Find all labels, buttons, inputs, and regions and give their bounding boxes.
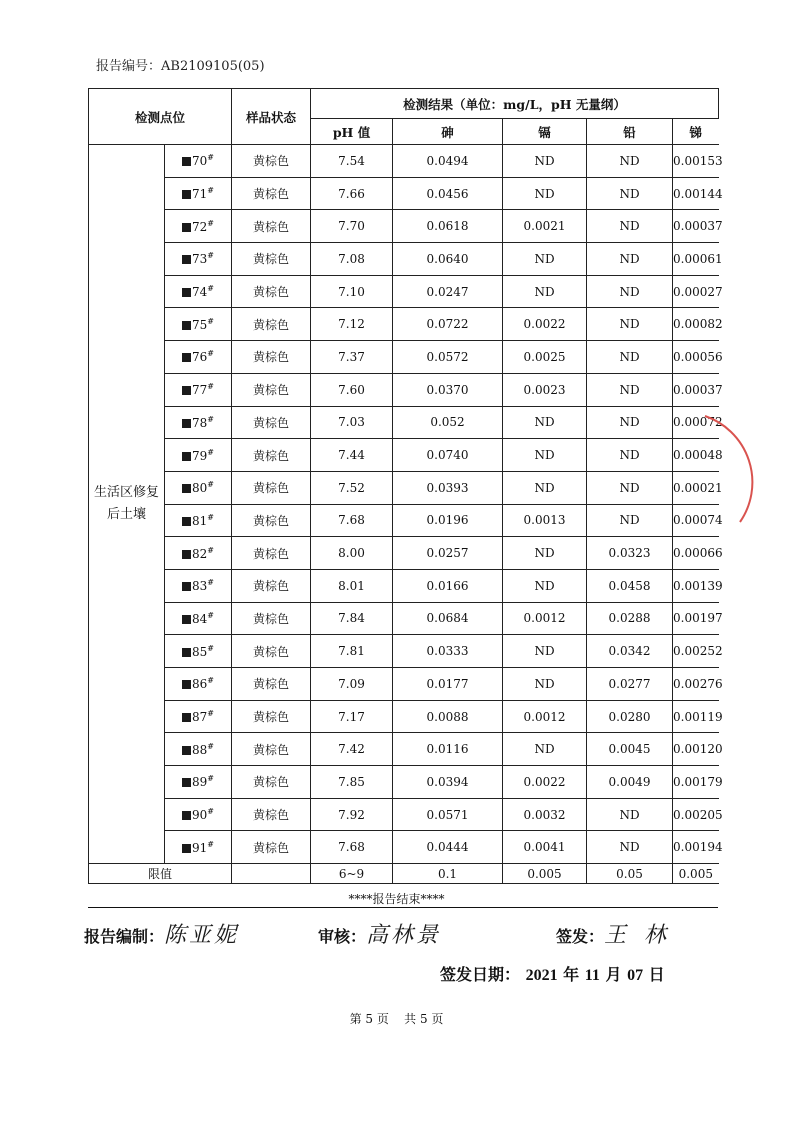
location-number: 83 [192, 579, 208, 594]
location-number: 70 [192, 154, 208, 169]
reviewer-label: 审核： [318, 927, 367, 946]
table-row [89, 308, 719, 341]
square-icon [182, 190, 191, 199]
arsenic-cell: 0.0684 [393, 602, 503, 635]
ph-cell: 7.08 [311, 243, 393, 276]
antimony-cell: 0.00037 [673, 373, 719, 406]
hash-mark: # [207, 382, 214, 392]
square-icon [182, 288, 191, 297]
ph-cell: 7.37 [311, 341, 393, 374]
antimony-cell: 0.00037 [673, 210, 719, 243]
table-row [89, 439, 719, 472]
page-total: 共 5 页 [404, 1012, 444, 1026]
state-cell: 黄棕色 [232, 308, 311, 341]
location-cell [165, 243, 232, 276]
lead-cell: 0.0045 [587, 733, 673, 766]
location-number: 80 [192, 481, 208, 496]
table-row [89, 210, 719, 243]
square-icon [182, 713, 191, 722]
lead-cell: ND [587, 798, 673, 831]
arsenic-cell: 0.0166 [393, 569, 503, 602]
state-cell: 黄棕色 [232, 210, 311, 243]
limit-ph: 6~9 [311, 864, 393, 884]
compiler-block [84, 918, 239, 949]
hash-mark: # [207, 447, 214, 457]
antimony-cell: 0.00276 [673, 668, 719, 701]
limit-label: 限值 [89, 864, 232, 884]
square-icon [182, 321, 191, 330]
antimony-cell: 0.00153 [673, 145, 719, 178]
state-cell: 黄棕色 [232, 439, 311, 472]
location-cell [165, 700, 232, 733]
cadmium-cell: ND [503, 406, 587, 439]
location-cell [165, 308, 232, 341]
lead-cell: 0.0323 [587, 537, 673, 570]
arsenic-cell: 0.0393 [393, 471, 503, 504]
square-icon [182, 778, 191, 787]
arsenic-cell: 0.0088 [393, 700, 503, 733]
location-number: 77 [192, 383, 208, 398]
location-number: 86 [192, 677, 208, 692]
location-cell [165, 406, 232, 439]
location-number: 88 [192, 742, 208, 757]
reviewer-signature: 高林景 [366, 923, 442, 948]
table-row [89, 373, 719, 406]
issue-date-label: 签发日期： [440, 965, 521, 984]
location-number: 87 [192, 710, 208, 725]
square-icon [182, 419, 191, 428]
state-cell: 黄棕色 [232, 766, 311, 799]
hash-mark: # [207, 545, 214, 555]
location-cell [165, 798, 232, 831]
lead-cell: ND [587, 145, 673, 178]
cadmium-cell: ND [503, 145, 587, 178]
location-number: 76 [192, 350, 208, 365]
hash-mark: # [207, 643, 214, 653]
arsenic-cell: 0.0456 [393, 177, 503, 210]
state-cell: 黄棕色 [232, 177, 311, 210]
square-icon [182, 844, 191, 853]
arsenic-cell: 0.0618 [393, 210, 503, 243]
hash-mark: # [207, 512, 214, 522]
lead-cell: ND [587, 341, 673, 374]
results-table [88, 88, 723, 884]
cadmium-cell: 0.0022 [503, 766, 587, 799]
antimony-cell: 0.00120 [673, 733, 719, 766]
square-icon [182, 452, 191, 461]
location-cell [165, 668, 232, 701]
ph-cell: 7.17 [311, 700, 393, 733]
cadmium-cell: ND [503, 275, 587, 308]
lead-cell: ND [587, 210, 673, 243]
issuer-label: 签发： [556, 927, 605, 946]
state-cell: 黄棕色 [232, 341, 311, 374]
hash-mark: # [207, 414, 214, 424]
state-cell: 黄棕色 [232, 504, 311, 537]
lead-cell: 0.0277 [587, 668, 673, 701]
location-number: 73 [192, 252, 208, 267]
location-number: 72 [192, 219, 208, 234]
square-icon [182, 255, 191, 264]
issue-year-unit: 年 [563, 965, 580, 984]
ph-cell: 7.66 [311, 177, 393, 210]
antimony-cell: 0.00194 [673, 831, 719, 864]
limit-antimony: 0.005 [673, 864, 719, 884]
table-row [89, 145, 719, 178]
state-cell: 黄棕色 [232, 831, 311, 864]
table-row [89, 798, 719, 831]
report-end-marker: ****报告结束**** [348, 892, 445, 906]
antimony-cell: 0.00066 [673, 537, 719, 570]
hash-mark: # [207, 251, 214, 261]
footer-divider [88, 907, 718, 908]
lead-cell: ND [587, 831, 673, 864]
limit-lead: 0.05 [587, 864, 673, 884]
hash-mark: # [207, 480, 214, 490]
hash-mark: # [207, 218, 214, 228]
hash-mark: # [207, 186, 214, 196]
hash-mark: # [207, 153, 214, 163]
location-cell [165, 569, 232, 602]
ph-cell: 7.68 [311, 831, 393, 864]
arsenic-cell: 0.0572 [393, 341, 503, 374]
location-number: 82 [192, 546, 208, 561]
location-cell [165, 537, 232, 570]
col-header-cadmium: 镉 [503, 119, 587, 145]
page-current: 第 5 页 [349, 1012, 389, 1026]
ph-cell: 7.68 [311, 504, 393, 537]
arsenic-cell: 0.0177 [393, 668, 503, 701]
cadmium-cell: 0.0023 [503, 373, 587, 406]
cadmium-cell: ND [503, 439, 587, 472]
hash-mark: # [207, 807, 214, 817]
square-icon [182, 386, 191, 395]
ph-cell: 7.03 [311, 406, 393, 439]
table-row [89, 243, 719, 276]
company-seal [700, 412, 760, 532]
ph-cell: 7.84 [311, 602, 393, 635]
table-row [89, 275, 719, 308]
issue-year: 2021 [525, 967, 558, 984]
location-number: 78 [192, 415, 208, 430]
col-header-results: 检测结果（单位：mg/L，pH 无量纲） [311, 89, 719, 119]
lead-cell: ND [587, 373, 673, 406]
table-row [89, 766, 719, 799]
location-cell [165, 145, 232, 178]
table-row [89, 177, 719, 210]
ph-cell: 7.12 [311, 308, 393, 341]
table-row [89, 569, 719, 602]
antimony-cell: 0.00056 [673, 341, 719, 374]
cadmium-cell: 0.0041 [503, 831, 587, 864]
antimony-cell: 0.00205 [673, 798, 719, 831]
antimony-cell: 0.00144 [673, 177, 719, 210]
state-cell: 黄棕色 [232, 471, 311, 504]
square-icon [182, 157, 191, 166]
lead-cell: 0.0280 [587, 700, 673, 733]
table-row [89, 341, 719, 374]
hash-mark: # [207, 316, 214, 326]
col-header-state: 样品状态 [232, 89, 311, 145]
antimony-cell: 0.00074 [673, 504, 719, 537]
reviewer-block [318, 918, 441, 949]
lead-cell: ND [587, 275, 673, 308]
col-header-arsenic: 砷 [393, 119, 503, 145]
arsenic-cell: 0.0394 [393, 766, 503, 799]
location-number: 74 [192, 285, 208, 300]
square-icon [182, 811, 191, 820]
location-cell [165, 471, 232, 504]
lead-cell: ND [587, 243, 673, 276]
location-number: 75 [192, 317, 208, 332]
ph-cell: 7.44 [311, 439, 393, 472]
location-cell [165, 373, 232, 406]
seal-arc-icon [700, 412, 760, 532]
hash-mark: # [207, 578, 214, 588]
square-icon [182, 517, 191, 526]
hash-mark: # [207, 676, 214, 686]
state-cell: 黄棕色 [232, 569, 311, 602]
lead-cell: ND [587, 177, 673, 210]
arsenic-cell: 0.0247 [393, 275, 503, 308]
arsenic-cell: 0.0740 [393, 439, 503, 472]
ph-cell: 7.92 [311, 798, 393, 831]
hash-mark: # [207, 839, 214, 849]
lead-cell: ND [587, 308, 673, 341]
table-body [89, 145, 723, 864]
cadmium-cell: 0.0021 [503, 210, 587, 243]
lead-cell: ND [587, 471, 673, 504]
arsenic-cell: 0.0444 [393, 831, 503, 864]
lead-cell: 0.0458 [587, 569, 673, 602]
square-icon [182, 223, 191, 232]
state-cell: 黄棕色 [232, 537, 311, 570]
arsenic-cell: 0.0370 [393, 373, 503, 406]
cadmium-cell: ND [503, 177, 587, 210]
hash-mark: # [207, 284, 214, 294]
arsenic-cell: 0.052 [393, 406, 503, 439]
location-cell [165, 341, 232, 374]
arsenic-cell: 0.0722 [393, 308, 503, 341]
issuer-block [556, 918, 684, 949]
issue-month-unit: 月 [605, 965, 622, 984]
cadmium-cell: ND [503, 243, 587, 276]
location-cell [165, 439, 232, 472]
antimony-cell: 0.00061 [673, 243, 719, 276]
table-row [89, 668, 719, 701]
table-row [89, 733, 719, 766]
ph-cell: 8.00 [311, 537, 393, 570]
cadmium-cell: ND [503, 569, 587, 602]
location-cell [165, 177, 232, 210]
location-cell [165, 733, 232, 766]
antimony-cell: 0.00179 [673, 766, 719, 799]
antimony-cell: 0.00252 [673, 635, 719, 668]
compiler-label: 报告编制： [84, 927, 165, 946]
lead-cell: 0.0288 [587, 602, 673, 635]
state-cell: 黄棕色 [232, 798, 311, 831]
state-cell: 黄棕色 [232, 373, 311, 406]
state-cell: 黄棕色 [232, 635, 311, 668]
col-header-lead: 铅 [587, 119, 673, 145]
square-icon [182, 550, 191, 559]
antimony-cell: 0.00027 [673, 275, 719, 308]
table-row [89, 537, 719, 570]
location-cell [165, 504, 232, 537]
state-cell: 黄棕色 [232, 700, 311, 733]
location-number: 85 [192, 644, 208, 659]
ph-cell: 7.60 [311, 373, 393, 406]
square-icon [182, 648, 191, 657]
table-row [89, 700, 719, 733]
antimony-cell: 0.00197 [673, 602, 719, 635]
arsenic-cell: 0.0196 [393, 504, 503, 537]
hash-mark: # [207, 349, 214, 359]
ph-cell: 7.52 [311, 471, 393, 504]
cadmium-cell: 0.0012 [503, 602, 587, 635]
location-number: 90 [192, 808, 208, 823]
square-icon [182, 746, 191, 755]
location-cell [165, 766, 232, 799]
ph-cell: 7.70 [311, 210, 393, 243]
compiler-signature: 陈亚妮 [164, 923, 240, 948]
limit-arsenic: 0.1 [393, 864, 503, 884]
ph-cell: 7.42 [311, 733, 393, 766]
cadmium-cell: ND [503, 668, 587, 701]
hash-mark: # [207, 709, 214, 719]
state-cell: 黄棕色 [232, 145, 311, 178]
location-cell [165, 831, 232, 864]
arsenic-cell: 0.0333 [393, 635, 503, 668]
location-number: 84 [192, 611, 208, 626]
ph-cell: 7.09 [311, 668, 393, 701]
ph-cell: 8.01 [311, 569, 393, 602]
col-header-antimony: 锑 [673, 119, 719, 145]
area-label-text: 生活区修复后土壤 [93, 485, 159, 523]
limit-cadmium: 0.005 [503, 864, 587, 884]
state-cell: 黄棕色 [232, 243, 311, 276]
square-icon [182, 615, 191, 624]
location-number: 79 [192, 448, 208, 463]
cadmium-cell: 0.0022 [503, 308, 587, 341]
hash-mark: # [207, 774, 214, 784]
location-number: 71 [192, 187, 208, 202]
cadmium-cell: ND [503, 733, 587, 766]
issue-day: 07 [627, 967, 644, 984]
arsenic-cell: 0.0494 [393, 145, 503, 178]
antimony-cell: 0.00072 [673, 406, 719, 439]
col-header-location: 检测点位 [89, 89, 232, 145]
ph-cell: 7.81 [311, 635, 393, 668]
antimony-cell: 0.00119 [673, 700, 719, 733]
col-header-ph: pH 值 [311, 119, 393, 145]
cadmium-cell: ND [503, 471, 587, 504]
limit-state-cell [232, 864, 311, 884]
cadmium-cell: 0.0025 [503, 341, 587, 374]
cadmium-cell: ND [503, 537, 587, 570]
ph-cell: 7.10 [311, 275, 393, 308]
area-label [89, 145, 165, 864]
arsenic-cell: 0.0257 [393, 537, 503, 570]
page-number [0, 1010, 793, 1027]
report-number: 报告编号：AB2109105(05) [96, 59, 265, 74]
table-row [89, 635, 719, 668]
ph-cell: 7.54 [311, 145, 393, 178]
seal-ring [705, 416, 752, 522]
location-cell [165, 635, 232, 668]
cadmium-cell: 0.0032 [503, 798, 587, 831]
cadmium-cell: 0.0013 [503, 504, 587, 537]
hash-mark: # [207, 610, 214, 620]
square-icon [182, 484, 191, 493]
state-cell: 黄棕色 [232, 733, 311, 766]
location-number: 81 [192, 513, 208, 528]
arsenic-cell: 0.0571 [393, 798, 503, 831]
issue-month: 11 [584, 967, 600, 984]
location-cell [165, 602, 232, 635]
lead-cell: ND [587, 504, 673, 537]
location-number: 89 [192, 775, 208, 790]
location-number: 91 [192, 840, 208, 855]
table-row [89, 471, 719, 504]
lead-cell: 0.0049 [587, 766, 673, 799]
arsenic-cell: 0.0640 [393, 243, 503, 276]
location-cell [165, 210, 232, 243]
issue-day-unit: 日 [648, 965, 665, 984]
antimony-cell: 0.00021 [673, 471, 719, 504]
table-row [89, 602, 719, 635]
square-icon [182, 353, 191, 362]
location-cell [165, 275, 232, 308]
limit-row [89, 864, 719, 884]
state-cell: 黄棕色 [232, 275, 311, 308]
state-cell: 黄棕色 [232, 668, 311, 701]
issuer-signature: 王林 [604, 923, 685, 948]
issue-date [440, 962, 665, 985]
antimony-cell: 0.00139 [673, 569, 719, 602]
cadmium-cell: ND [503, 635, 587, 668]
antimony-cell: 0.00082 [673, 308, 719, 341]
table-row [89, 831, 719, 864]
lead-cell: ND [587, 406, 673, 439]
table-row [89, 406, 719, 439]
arsenic-cell: 0.0116 [393, 733, 503, 766]
square-icon [182, 582, 191, 591]
square-icon [182, 680, 191, 689]
ph-cell: 7.85 [311, 766, 393, 799]
state-cell: 黄棕色 [232, 406, 311, 439]
lead-cell: 0.0342 [587, 635, 673, 668]
hash-mark: # [207, 741, 214, 751]
antimony-cell: 0.00048 [673, 439, 719, 472]
lead-cell: ND [587, 439, 673, 472]
state-cell: 黄棕色 [232, 602, 311, 635]
cadmium-cell: 0.0012 [503, 700, 587, 733]
table-row [89, 504, 719, 537]
